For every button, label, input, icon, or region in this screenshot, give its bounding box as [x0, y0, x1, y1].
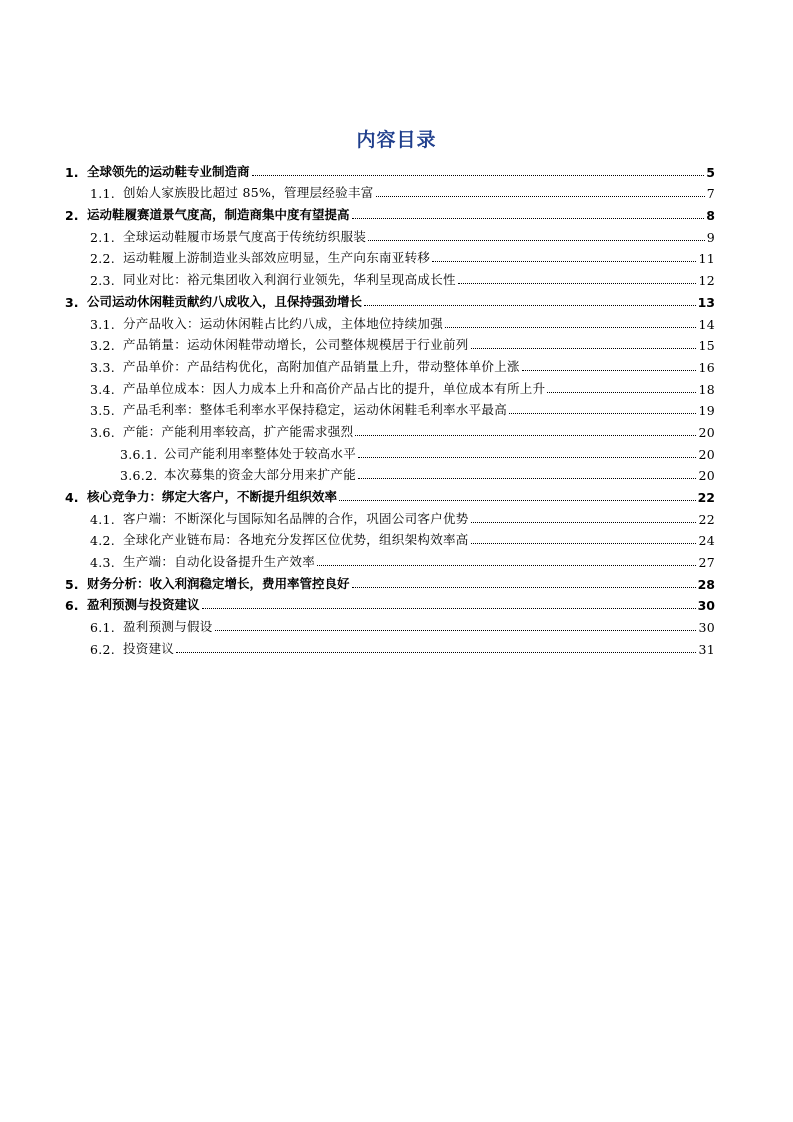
toc-entry-number: 3.6.2. [120, 468, 158, 484]
toc-entry-title: 产品毛利率：整体毛利率水平保持稳定，运动休闲鞋毛利率水平最高 [123, 402, 508, 418]
toc-entry-page: 24 [698, 533, 715, 549]
toc-entry-number: 2.2. [90, 251, 116, 267]
toc-entry-number: 3.4. [90, 381, 116, 397]
toc-entry[interactable] [0, 160, 793, 182]
dot-leader [471, 348, 697, 349]
toc-entry[interactable] [0, 615, 793, 637]
toc-entry-page: 22 [697, 490, 715, 505]
toc-entry-page: 20 [698, 446, 715, 462]
toc-entry-title: 产品单位成本：因人力成本上升和高价产品占比的提升，单位成本有所上升 [123, 380, 546, 396]
toc-entry-title: 运动鞋履赛道景气度高，制造商集中度有望提高 [87, 207, 350, 223]
toc-entry-number: 2. [65, 208, 79, 224]
toc-entry[interactable] [0, 594, 793, 616]
toc-entry[interactable] [0, 225, 793, 247]
toc-entry-number: 6.1. [90, 620, 116, 636]
toc-entry-page: 16 [698, 359, 715, 375]
toc-entry-number: 5. [65, 576, 79, 592]
toc-entry-page: 30 [697, 598, 715, 614]
dot-leader [364, 305, 696, 306]
dot-leader [252, 175, 705, 176]
toc-entry-page: 15 [698, 338, 715, 354]
toc-entry-title: 投资建议 [123, 640, 175, 656]
toc-entry-page: 31 [698, 641, 715, 657]
toc-entry-title: 产能：产能利用率较高，扩产能需求强烈 [123, 423, 354, 439]
toc-entry-title: 产品单价：产品结构优化，高附加值产品销量上升，带动整体单价上涨 [123, 358, 520, 374]
toc-entry[interactable] [0, 290, 793, 312]
toc-entry-title: 公司产能利用率整体处于较高水平 [164, 445, 357, 461]
toc-entry[interactable] [0, 485, 793, 507]
dot-leader [522, 370, 697, 371]
toc-entry-page: 20 [698, 468, 715, 484]
toc-entry-number: 3.3. [90, 359, 116, 375]
toc-entry-title: 全球化产业链布局：各地充分发挥区位优势，组织架构效率高 [123, 532, 469, 548]
toc-entry-title: 生产端：自动化设备提升生产效率 [123, 554, 316, 570]
toc-entry-page: 20 [698, 424, 715, 440]
toc-entry-number: 3.5. [90, 403, 116, 419]
toc-entry-page: 13 [697, 294, 715, 310]
toc-entry-page: 28 [697, 576, 715, 592]
dot-leader [445, 327, 696, 328]
toc-entry[interactable] [0, 637, 793, 659]
toc-entry[interactable] [0, 355, 793, 377]
table-of-contents [0, 160, 793, 659]
toc-entry-number: 3. [65, 294, 79, 310]
toc-entry-number: 6. [65, 598, 79, 614]
dot-leader [458, 283, 697, 284]
toc-entry-title: 财务分析：收入利润稳定增长，费用率管控良好 [87, 575, 350, 591]
toc-entry-page: 8 [706, 208, 715, 224]
toc-entry-number: 3.1. [90, 316, 116, 332]
dot-leader [432, 261, 696, 262]
toc-entry[interactable] [0, 399, 793, 421]
toc-entry-page: 18 [698, 381, 715, 397]
toc-entry-page: 14 [698, 316, 715, 332]
dot-leader [176, 652, 696, 653]
dot-leader [509, 413, 696, 414]
toc-entry-number: 1.1. [90, 186, 116, 202]
dot-leader [547, 392, 696, 393]
dot-leader [358, 478, 696, 479]
toc-entry-page: 27 [698, 555, 715, 571]
toc-entry-number: 2.3. [90, 273, 116, 289]
toc-entry-number: 3.6. [90, 424, 116, 440]
toc-entry-number: 3.2. [90, 338, 116, 354]
dot-leader [376, 196, 705, 197]
toc-entry[interactable] [0, 203, 793, 225]
toc-entry[interactable] [0, 529, 793, 551]
toc-entry-title: 盈利预测与投资建议 [87, 597, 200, 613]
toc-entry[interactable] [0, 247, 793, 269]
dot-leader [358, 457, 696, 458]
dot-leader [471, 522, 697, 523]
toc-entry-page: 9 [706, 229, 715, 245]
dot-leader [352, 218, 705, 219]
toc-entry[interactable] [0, 420, 793, 442]
dot-leader [352, 587, 696, 588]
toc-entry[interactable] [0, 464, 793, 486]
toc-entry-title: 客户端：不断深化与国际知名品牌的合作，巩固公司客户优势 [123, 510, 469, 526]
toc-title: 内容目录 [356, 129, 437, 151]
dot-leader [368, 240, 705, 241]
toc-entry-title: 全球运动鞋履市场景气度高于传统纺织服装 [123, 228, 367, 244]
toc-entry[interactable] [0, 507, 793, 529]
dot-leader [317, 565, 696, 566]
toc-entry-title: 产品销量：运动休闲鞋带动增长，公司整体规模居于行业前列 [123, 337, 469, 353]
toc-entry-title: 公司运动休闲鞋贡献约八成收入，且保持强劲增长 [87, 293, 363, 309]
toc-entry[interactable] [0, 268, 793, 290]
toc-entry-title: 核心竞争力：绑定大客户，不断提升组织效率 [87, 489, 338, 504]
toc-entry-title: 盈利预测与假设 [123, 619, 213, 635]
toc-entry-number: 3.6.1. [120, 446, 158, 462]
dot-leader [202, 608, 696, 609]
toc-entry-number: 6.2. [90, 641, 116, 657]
toc-entry[interactable] [0, 334, 793, 356]
toc-entry-number: 4.1. [90, 511, 116, 527]
toc-entry-page: 7 [706, 186, 715, 202]
toc-entry-page: 11 [698, 251, 715, 267]
toc-entry-number: 1. [65, 164, 79, 180]
toc-entry-title: 分产品收入：运动休闲鞋占比约八成，主体地位持续加强 [123, 315, 444, 331]
toc-entry-page: 22 [698, 511, 715, 527]
toc-entry[interactable] [0, 312, 793, 334]
toc-entry-title: 本次募集的资金大部分用来扩产能 [164, 467, 357, 483]
toc-entry-page: 12 [698, 273, 715, 289]
dot-leader [471, 543, 697, 544]
toc-entry-page: 19 [698, 403, 715, 419]
toc-entry[interactable] [0, 442, 793, 464]
dot-leader [355, 435, 696, 436]
dot-leader [215, 630, 697, 631]
toc-entry-title: 全球领先的运动鞋专业制造商 [87, 163, 250, 179]
toc-entry[interactable] [0, 550, 793, 572]
toc-entry[interactable] [0, 572, 793, 594]
dot-leader [339, 500, 696, 501]
toc-entry-number: 4.2. [90, 533, 116, 549]
toc-entry[interactable] [0, 182, 793, 204]
toc-entry[interactable] [0, 377, 793, 399]
toc-entry-title: 运动鞋履上游制造业头部效应明显，生产向东南亚转移 [123, 250, 431, 266]
toc-entry-title: 创始人家族股比超过 85%，管理层经验丰富 [123, 185, 374, 201]
toc-entry-number: 4. [65, 490, 79, 505]
toc-entry-number: 2.1. [90, 229, 116, 245]
toc-entry-title: 同业对比：裕元集团收入利润行业领先，华利呈现高成长性 [123, 272, 456, 288]
toc-entry-number: 4.3. [90, 555, 116, 571]
toc-entry-page: 5 [706, 164, 715, 180]
toc-entry-page: 30 [698, 620, 715, 636]
